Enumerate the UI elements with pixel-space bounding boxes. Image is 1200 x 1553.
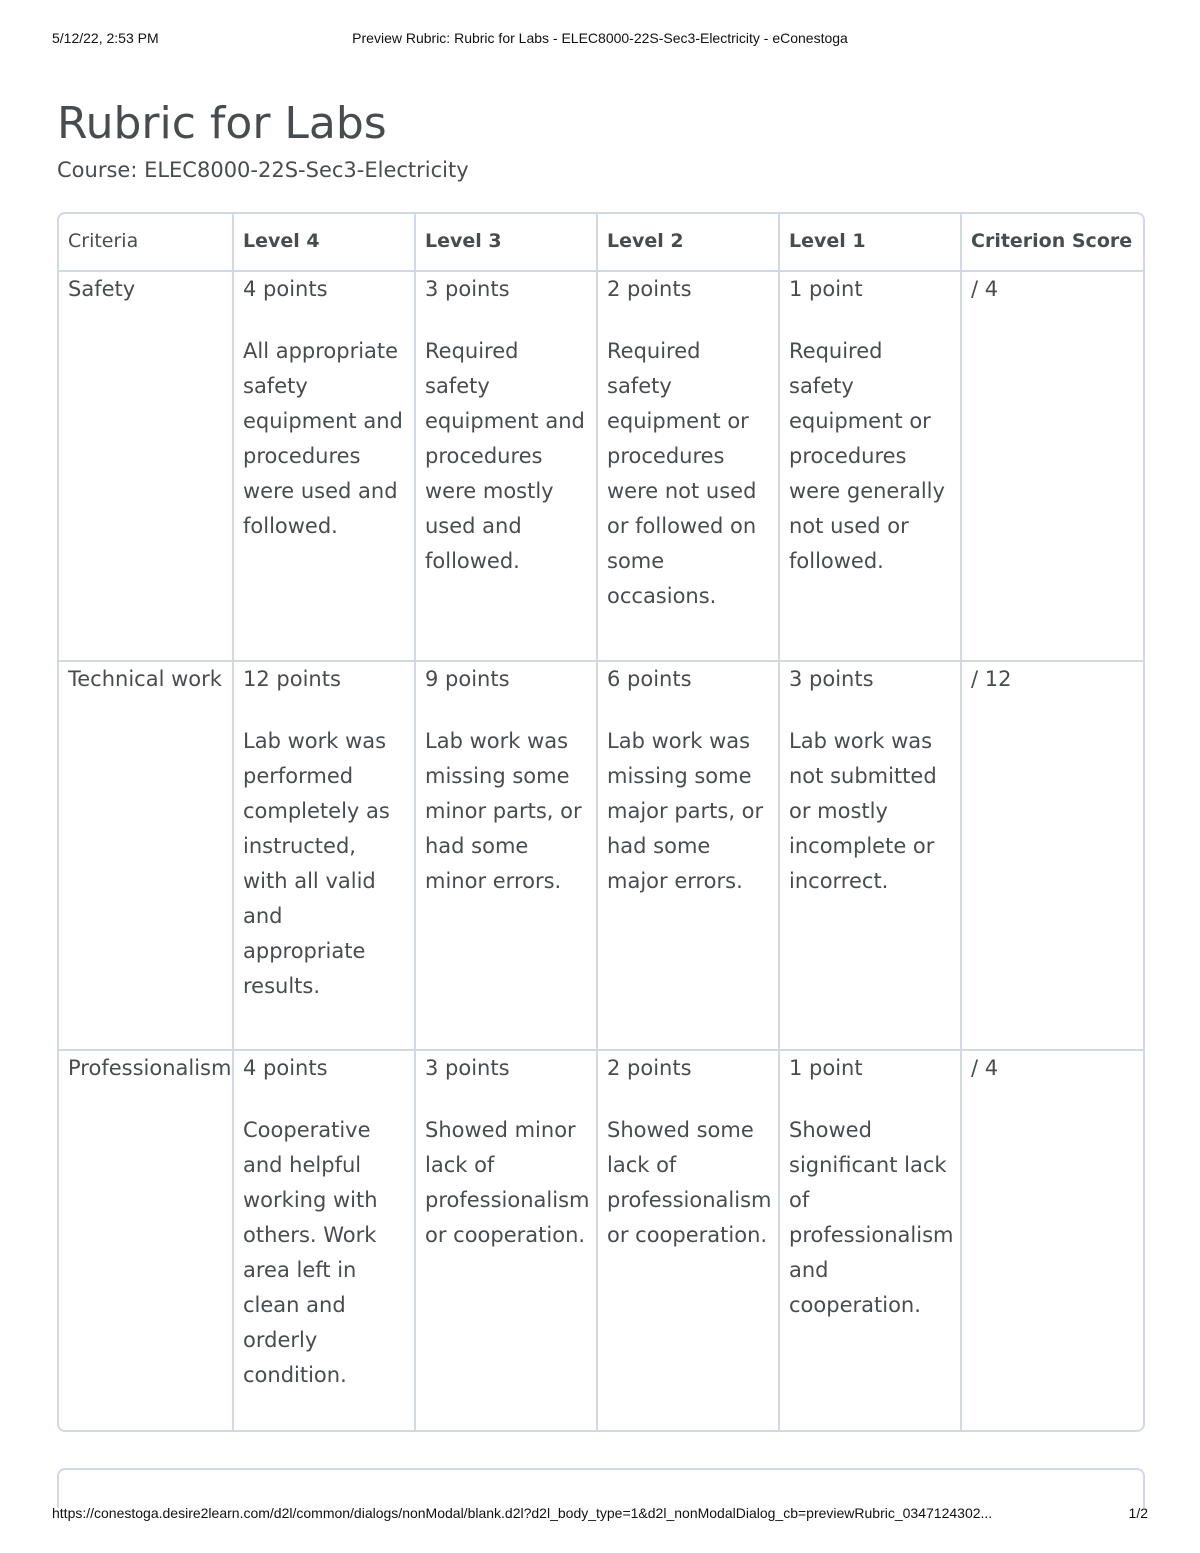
header-level-3: Level 3 [415,214,597,271]
level-description: Lab work was not submitted or mostly incomplete or incorrect. [789,729,937,893]
level-points: 3 points [425,277,510,301]
header-criterion-score: Criterion Score [961,214,1143,271]
level-cell [779,1050,961,1432]
level-cell [597,271,779,661]
header-level-2: Level 2 [597,214,779,271]
level-cell [597,1050,779,1432]
print-page-number: 1/2 [1128,1505,1148,1521]
print-url: https://conestoga.desire2learn.com/d2l/common/dialogs/nonModal/blank.d2l?d2l_body_type=1&d2l_nonModalDialog_cb=previewRubric_0347124302... [52,1505,993,1521]
level-cell [597,661,779,1050]
rubric-row-safety [59,271,1143,661]
print-timestamp: 5/12/22, 2:53 PM [52,30,159,46]
print-page-title: Preview Rubric: Rubric for Labs - ELEC8000-22S-Sec3-Electricity - eConestoga [352,30,848,46]
level-description: Showed some lack of professionalism or cooperation. [607,1118,772,1247]
level-points: 4 points [243,1056,328,1080]
criterion-name: Technical work [59,661,233,1050]
level-points: 2 points [607,277,692,301]
level-points: 6 points [607,667,692,691]
level-cell [415,661,597,1050]
level-cell [415,271,597,661]
level-description: All appropriate safety equipment and procedures were used and followed. [243,339,403,538]
level-description: Required safety equipment or procedures were generally not used or followed. [789,339,945,573]
criterion-score: / 4 [971,1056,999,1080]
level-points: 3 points [425,1056,510,1080]
criterion-name: Safety [59,271,233,661]
rubric-table [59,214,1143,1432]
header-level-1: Level 1 [779,214,961,271]
level-cell [779,271,961,661]
level-cell [233,1050,415,1432]
criterion-score: / 12 [961,661,1143,1050]
level-cell [415,1050,597,1432]
level-points: 9 points [425,667,510,691]
level-description: Lab work was performed completely as instructed, with all valid and appropriate results. [243,729,390,998]
level-description: Showed minor lack of professionalism or cooperation. [425,1118,590,1247]
level-cell [779,661,961,1050]
rubric-table-container [57,212,1145,1432]
level-points: 1 point [789,1056,863,1080]
level-points: 12 points [243,667,341,691]
rubric-header-row [59,214,1143,271]
level-description: Required safety equipment or procedures were not used or followed on some occasions. [607,339,757,608]
level-cell [233,271,415,661]
level-description: Cooperative and helpful working with others. Work area left in clean and orderly condition. [243,1118,378,1387]
rubric-row-professionalism [59,1050,1143,1432]
level-points: 2 points [607,1056,692,1080]
level-description: Lab work was missing some minor parts, or had some minor errors. [425,729,582,893]
level-points: 3 points [789,667,874,691]
next-section-box [57,1468,1145,1508]
rubric-title: Rubric for Labs [57,98,387,149]
level-description: Showed significant lack of professionalism and cooperation. [789,1118,954,1317]
rubric-row-technical-work [59,661,1143,1050]
level-description: Lab work was missing some major parts, or had some major errors. [607,729,764,893]
print-footer [52,1505,1148,1525]
level-points: 1 point [789,277,863,301]
criterion-name: Professionalism [59,1050,233,1432]
print-header [52,30,1148,50]
header-level-4: Level 4 [233,214,415,271]
level-description: Required safety equipment and procedures were mostly used and followed. [425,339,585,573]
header-criteria: Criteria [59,214,233,271]
level-points: 4 points [243,277,328,301]
level-cell [233,661,415,1050]
criterion-score: / 4 [961,271,1143,661]
course-label: Course: ELEC8000-22S-Sec3-Electricity [57,158,469,182]
